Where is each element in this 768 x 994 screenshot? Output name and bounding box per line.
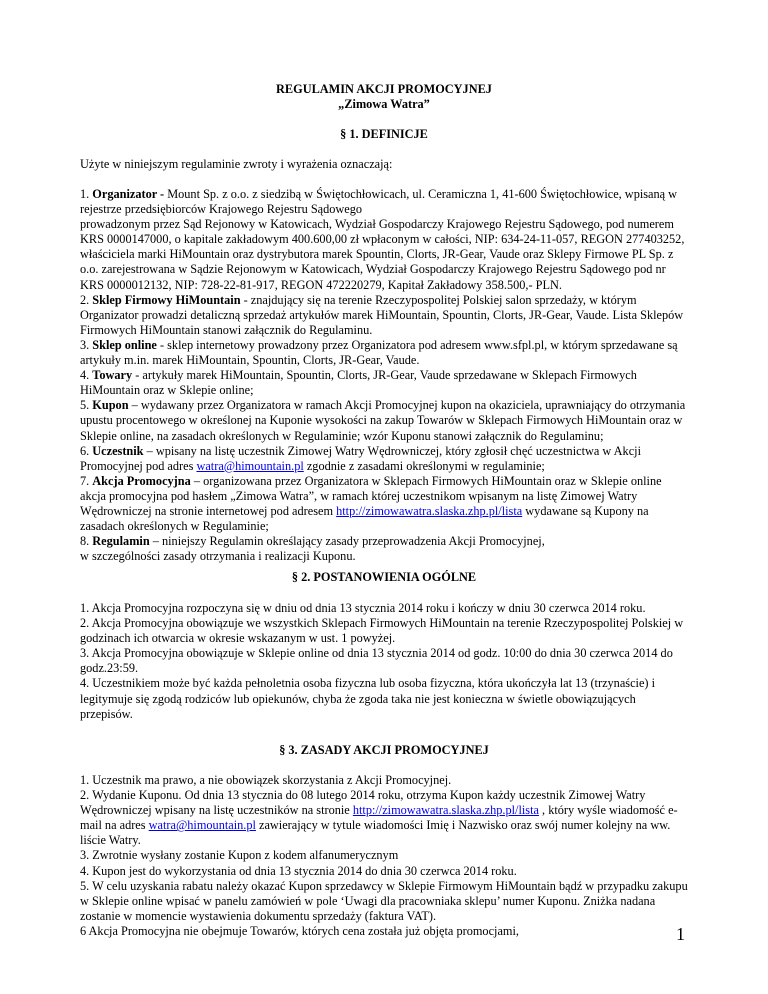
document-title: REGULAMIN AKCJI PROMOCYJNEJ — [276, 82, 492, 96]
item-number: 7. — [80, 473, 93, 488]
section-1-definitions — [80, 187, 690, 564]
definition-text: – wpisany na listę uczestnik Zimowej Watry Wędrowniczej, który zgłosił chęć uczestnictwa w Akcji Promocyjnej pod adres — [80, 443, 641, 473]
item-number: 8. — [80, 534, 93, 549]
definition-8-continued: w szczególności zasady otrzymania i realizacji Kuponu. — [80, 549, 356, 564]
definition-7 — [80, 474, 690, 534]
definition-5 — [80, 398, 690, 443]
definition-text: zgodnie z zasadami określonymi w regulaminie; — [303, 458, 545, 473]
section-2-heading: § 2. POSTANOWIENIA OGÓLNE — [291, 570, 477, 584]
paragraph-1: 1. Uczestnik ma prawo, a nie obowiązek skorzystania z Akcji Promocyjnej. — [80, 773, 452, 787]
definition-term: Organizator - — [92, 187, 168, 201]
item-number: 1. — [80, 187, 93, 201]
section-2-body — [80, 601, 690, 722]
definition-text: - artykuły marek HiMountain, Spountin, Clorts, JR-Gear, Vaude sprzedawane w Sklepach Firmowych HiMountain oraz w Sklepie online; — [80, 368, 637, 398]
paragraph-2: 2. Akcja Promocyjna obowiązuje we wszystkich Sklepach Firmowych HiMountain na terenie Rzeczypospolitej Polskiej w godzinach ich otwarcia w okresie wskazanym w ust. 1 powyżej. — [80, 616, 684, 646]
definition-term: Towary — [92, 368, 133, 383]
section-3-body — [80, 773, 690, 939]
definition-term: Kupon — [92, 398, 129, 413]
paragraph-text: zawierający w tytule wiadomości Imię i Nazwisko oraz swój numer kolejny na ww. liście Watry. — [80, 818, 671, 848]
paragraph-5: 5. W celu uzyskania rabatu należy okazać Kupon sprzedawcy w Sklepie Firmowym HiMountain bądź w przypadku zakupu w Sklepie online wpisać w panelu zamówień w pole ‘Uwagi dla pracowniaka sklepu’ numer Kuponu. Zniżka nadana zostanie w momencie wystawienia dokumentu sprzedaży (faktura VAT). — [80, 878, 688, 923]
section-1-intro — [80, 157, 690, 172]
section-3-heading: § 3. ZASADY AKCJI PROMOCYJNEJ — [279, 743, 489, 757]
paragraph-text: 2. Wydanie Kuponu. Od dnia 13 stycznia do 08 lutego 2014 roku, otrzyma Kupon każdy uczestnik Zimowej Watry Wędrowniczej wpisany na listę uczestników na stronie — [80, 788, 646, 818]
paragraph-1: 1. Akcja Promocyjna rozpoczyna się w dniu od dnia 13 stycznia 2014 roku i kończy w dniu 30 czerwca 2014 roku. — [80, 601, 646, 615]
definition-text: – organizowana przez Organizatora w Sklepach Firmowych HiMountain oraz w Sklepie online akcja promocyjna pod hasłem „Zimowa Watra”, w ramach której uczestnikom wpisanym na listę Zimowej Watry Wędrowniczej na stronie internetowej pod adresem — [80, 473, 662, 518]
definition-text: - znajdujący się na terenie Rzeczypospolitej Polskiej salon sprzedaży, w którym Organizator prowadzi detaliczną sprzedaż artykułów marek HiMountain, Spountin, Clorts, JR-Gear, Vaude. Lista Sklepów Firmowych HiMountain stanowi załącznik do Regulaminu. — [80, 292, 684, 337]
paragraph-6: 6 Akcja Promocyjna nie obejmuje Towarów, których cena została już objęta promocjami, — [80, 923, 519, 938]
definition-text: - sklep internetowy prowadzony przez Organizatora pod adresem www.sfpl.pl, w którym sprzedawane są artykuły m.in. marek HiMountain, Spountin, Clorts, JR-Gear, Vaude. — [80, 337, 678, 368]
paragraph-3: 3. Zwrotnie wysłany zostanie Kupon z kodem alfanumerycznym — [80, 848, 399, 863]
item-number: 4. — [80, 368, 93, 383]
definition-1 — [80, 187, 690, 217]
intro-text: Użyte w niniejszym regulaminie zwroty i wyrażenia oznaczają: — [80, 157, 393, 171]
paragraph-2 — [80, 788, 690, 848]
item-number: 6. — [80, 443, 93, 458]
list-url-link[interactable]: http://zimowawatra.slaska.zhp.pl/lista — [336, 503, 523, 518]
definition-term: Sklep online — [92, 337, 157, 352]
definition-3 — [80, 338, 690, 368]
paragraph-4: 4. Kupon jest do wykorzystania od dnia 13 stycznia 2014 do dnia 30 czerwca 2014 roku. — [80, 863, 517, 878]
definition-term: Akcja Promocyjna — [92, 473, 191, 488]
definition-text: Mount Sp. z o.o. z siedzibą w Świętochłowicach, ul. Ceramiczna 1, 41-600 Świętochłowice, wpisaną w rejestrze przedsiębiorców Krajowego Rejestru Sądowego — [80, 187, 678, 217]
item-number: 3. — [80, 337, 93, 352]
item-number: 2. — [80, 292, 93, 307]
email-link[interactable]: watra@himountain.pl — [196, 458, 304, 473]
definition-text: – niniejszy Regulamin określający zasady przeprowadzenia Akcji Promocyjnej, — [149, 534, 545, 549]
section-1-heading: § 1. DEFINICJE — [340, 127, 428, 141]
email-link[interactable]: watra@himountain.pl — [148, 818, 256, 833]
definition-4 — [80, 368, 690, 398]
definition-text: – wydawany przez Organizatora w ramach Akcji Promocyjnej kupon na okaziciela, uprawniający do otrzymania upustu procentowego w określonej na Kuponie wysokości na zakup Towarów w Sklepach Firmowych HiMountain oraz w Sklepie online, na zasadach określonych w Regulaminie; wzór Kuponu stanowi załącznik do Regulaminu; — [80, 398, 686, 443]
definition-2 — [80, 293, 690, 338]
definition-term: Regulamin — [92, 534, 150, 549]
page-number: 1 — [676, 924, 685, 944]
paragraph-3: 3. Akcja Promocyjna obowiązuje w Sklepie online od dnia 13 stycznia 2014 od godz. 10:00 do dnia 30 czerwca 2014 do godz.23:59. — [80, 646, 673, 676]
definition-1-continued: prowadzonym przez Sąd Rejonowy w Katowicach, Wydział Gospodarczy Krajowego Rejestru Sądowego, pod numerem KRS 0000147000, o kapitale zakładowym 400.600,00 zł wpłaconym w całości, NIP: 634-24-11-057, REGON 277403252, właściciela marki HiMountain oraz dystrybutora marek Spountin, Clorts, JR-Gear, Vaude oraz Sklepy Firmowe PL Sp. z o.o. zarejestrowana w Sądzie Rejonowym w Katowicach, Wydział Gospodarczy Krajowego Rejestru Sądowego pod nr KRS 0000012132, NIP: 728-22-81-917, REGON 472220279, Kapitał Zakładowy 358.500,- PLN. — [80, 217, 685, 292]
item-number: 5. — [80, 398, 93, 413]
definition-6 — [80, 444, 690, 474]
definition-8 — [80, 534, 690, 549]
list-url-link[interactable]: http://zimowawatra.slaska.zhp.pl/lista — [352, 803, 539, 818]
definition-term: Uczestnik — [92, 443, 144, 458]
document-subtitle: „Zimowa Watra” — [338, 97, 430, 111]
definition-term: Sklep Firmowy HiMountain — [92, 292, 241, 307]
definition-text: wydawane są Kupony na zasadach określonych w Regulaminie; — [80, 503, 649, 534]
paragraph-4: 4. Uczestnikiem może być każda pełnoletnia osoba fizyczna lub osoba fizyczna, która ukończyła lat 13 (trzynaście) i legitymuje się zgodą rodziców lub opiekunów, chyba że zgoda taka nie jest konieczna w świetle obowiązujących przepisów. — [80, 676, 655, 721]
paragraph-text: , który wyśle wiadomość e-mail na adres — [80, 803, 678, 833]
